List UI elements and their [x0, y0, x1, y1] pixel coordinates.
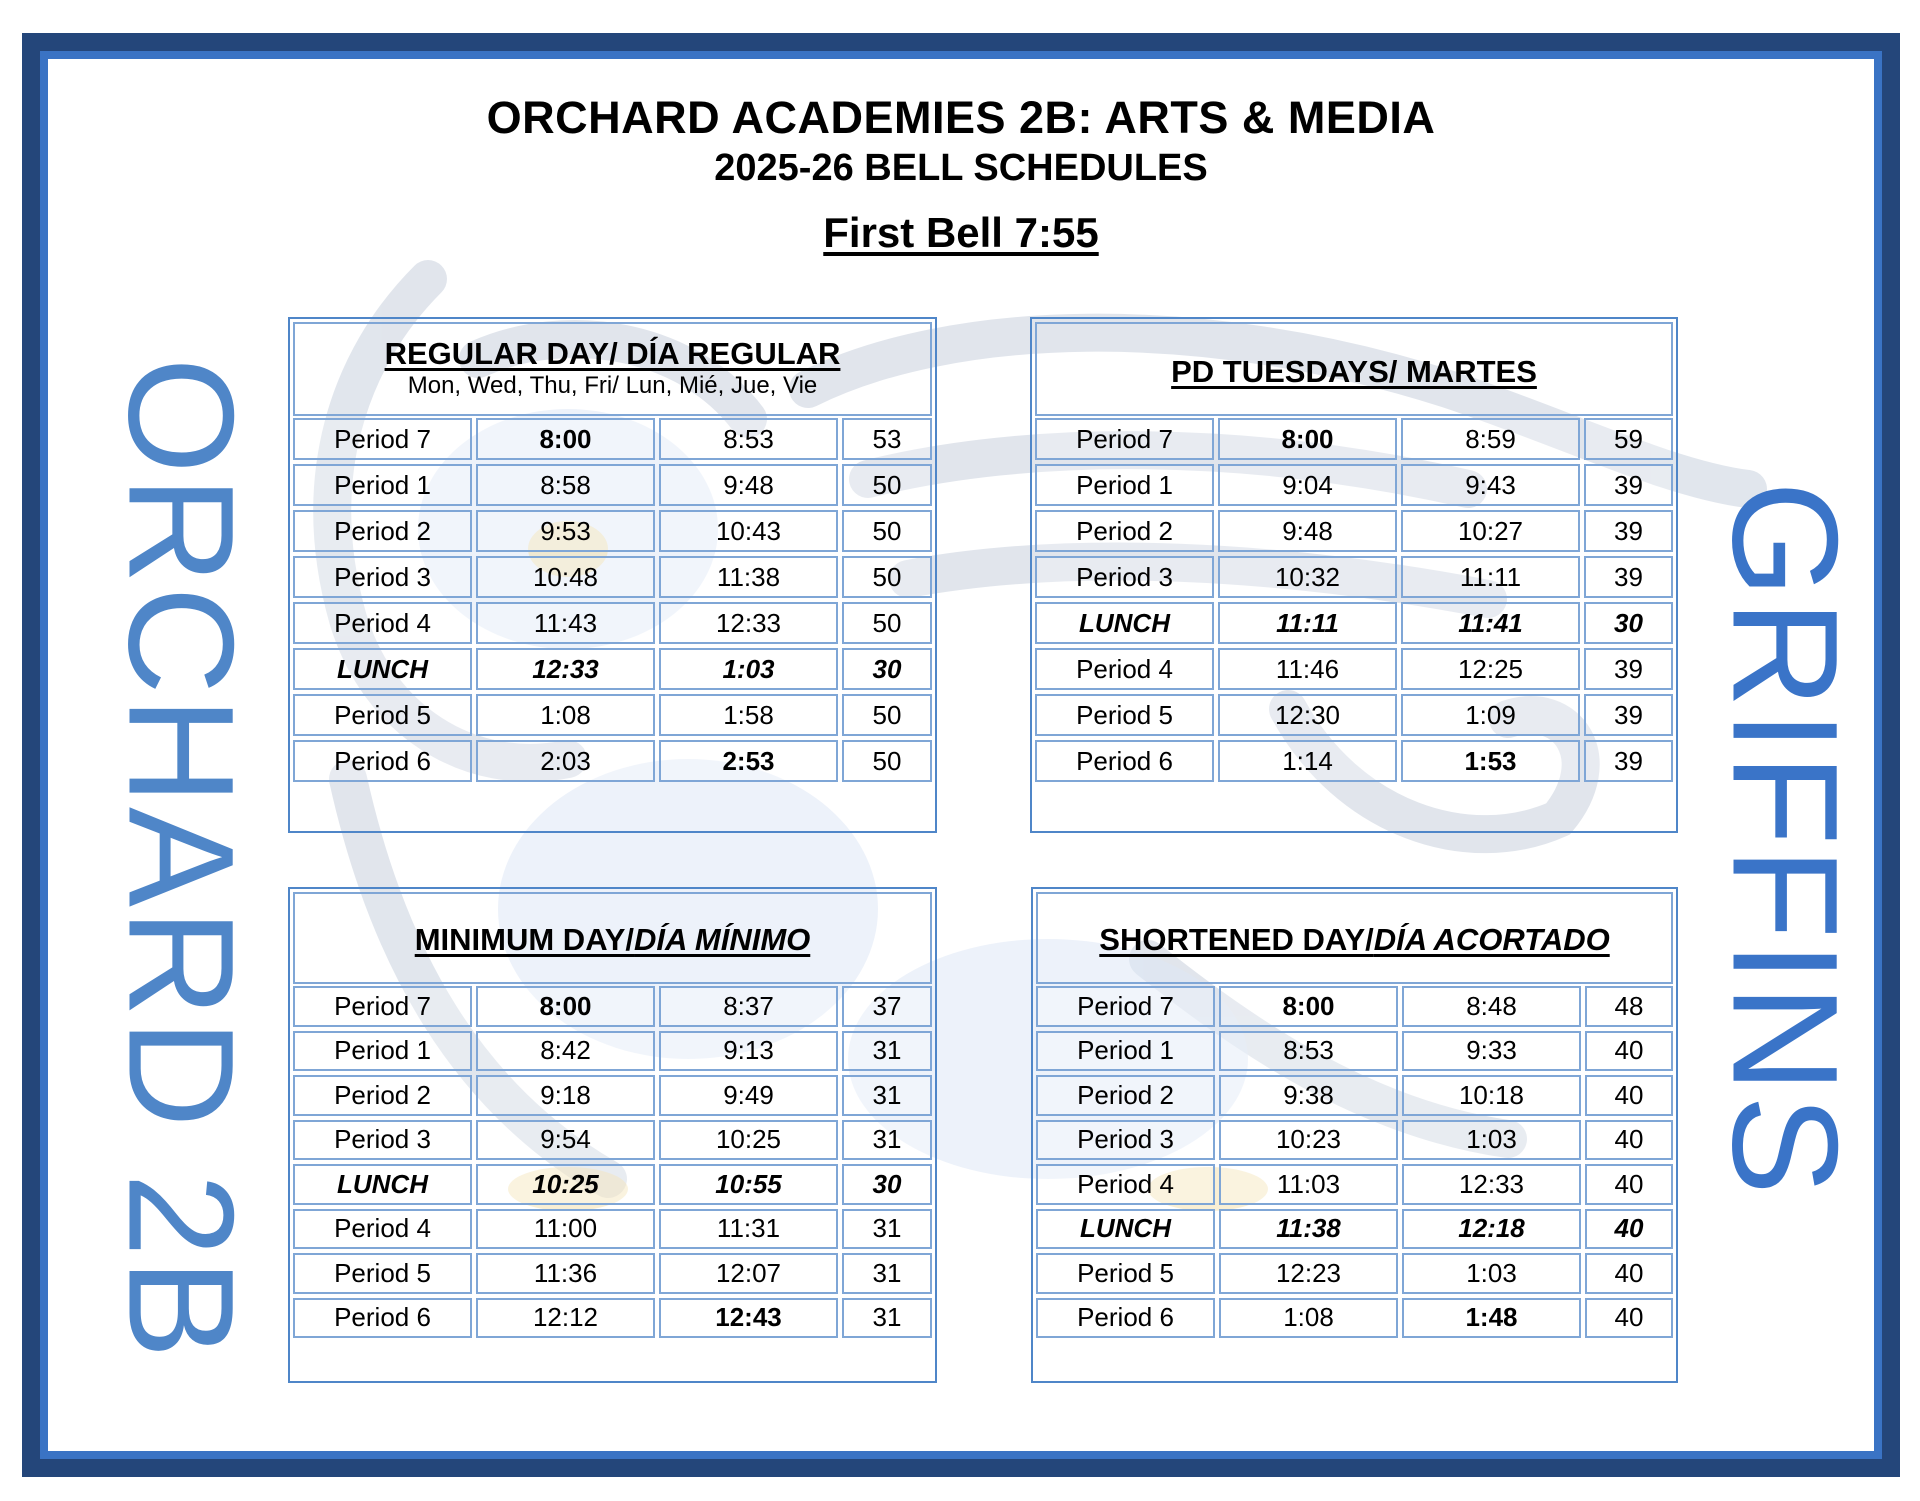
period-cell: Period 6 [293, 740, 472, 782]
minutes-cell: 50 [842, 694, 932, 736]
table-row [1035, 418, 1673, 460]
period-cell: Period 7 [1035, 418, 1214, 460]
minutes-cell: 40 [1585, 1209, 1673, 1250]
page-frame-inner [40, 51, 1882, 1459]
minutes-cell: 30 [842, 1164, 932, 1205]
table-row [293, 694, 932, 736]
start-time-cell: 8:53 [1219, 1031, 1398, 1072]
period-cell: Period 5 [293, 1253, 472, 1294]
end-time-cell: 1:53 [1401, 740, 1580, 782]
period-cell: Period 2 [1035, 510, 1214, 552]
table-row [293, 1209, 932, 1250]
end-time-cell: 10:43 [659, 510, 838, 552]
period-cell: LUNCH [293, 1164, 472, 1205]
start-time-cell: 8:00 [476, 986, 655, 1027]
start-time-cell: 9:38 [1219, 1075, 1398, 1116]
table-row [1036, 1075, 1673, 1116]
table-row [293, 1031, 932, 1072]
minutes-cell: 31 [842, 1120, 932, 1161]
schedule-title [295, 922, 930, 958]
end-time-cell: 12:33 [1402, 1164, 1581, 1205]
schedule-regular [288, 317, 937, 833]
end-time-cell: 9:48 [659, 464, 838, 506]
end-time-cell: 11:38 [659, 556, 838, 598]
minutes-cell: 40 [1585, 1164, 1673, 1205]
start-time-cell: 11:36 [476, 1253, 655, 1294]
start-time-cell: 12:12 [476, 1298, 655, 1339]
period-cell: Period 4 [293, 602, 472, 644]
end-time-cell: 1:09 [1401, 694, 1580, 736]
period-cell: LUNCH [293, 648, 472, 690]
table-row [1036, 1120, 1673, 1161]
start-time-cell: 11:46 [1218, 648, 1397, 690]
period-cell: Period 1 [293, 464, 472, 506]
end-time-cell: 2:53 [659, 740, 838, 782]
end-time-cell: 1:48 [1402, 1298, 1581, 1339]
period-cell: Period 7 [293, 418, 472, 460]
end-time-cell: 9:13 [659, 1031, 838, 1072]
table-row [293, 418, 932, 460]
end-time-cell: 11:31 [659, 1209, 838, 1250]
end-time-cell: 8:53 [659, 418, 838, 460]
start-time-cell: 11:03 [1219, 1164, 1398, 1205]
lunch-row [1036, 1209, 1673, 1250]
minutes-cell: 39 [1584, 694, 1673, 736]
minutes-cell: 50 [842, 602, 932, 644]
start-time-cell: 11:38 [1219, 1209, 1398, 1250]
start-time-cell: 1:14 [1218, 740, 1397, 782]
start-time-cell: 8:58 [476, 464, 655, 506]
lunch-row [1035, 602, 1673, 644]
minutes-cell: 39 [1584, 510, 1673, 552]
schedule-subtitle: Mon, Wed, Thu, Fri/ Lun, Mié, Jue, Vie [407, 372, 818, 399]
start-time-cell: 12:30 [1218, 694, 1397, 736]
minutes-cell: 59 [1584, 418, 1673, 460]
start-time-cell: 10:32 [1218, 556, 1397, 598]
table-row [293, 986, 932, 1027]
end-time-cell: 12:18 [1402, 1209, 1581, 1250]
table-row [1036, 1164, 1673, 1205]
schedule-header [293, 322, 932, 416]
first-bell [48, 209, 1874, 257]
period-cell: Period 3 [293, 1120, 472, 1161]
start-time-cell: 1:08 [476, 694, 655, 736]
first-bell-text: First Bell 7:55 [823, 209, 1099, 256]
end-time-cell: 9:33 [1402, 1031, 1581, 1072]
table-row [1036, 1031, 1673, 1072]
minutes-cell: 40 [1585, 1298, 1673, 1339]
start-time-cell: 9:48 [1218, 510, 1397, 552]
side-label-left-text: ORCHARD 2B [97, 357, 266, 1361]
minutes-cell: 40 [1585, 1253, 1673, 1294]
period-cell: Period 7 [1036, 986, 1215, 1027]
period-cell: Period 3 [1035, 556, 1214, 598]
period-cell: Period 7 [293, 986, 472, 1027]
minutes-cell: 30 [842, 648, 932, 690]
schedule-title-b: DÍA ACORTADO [1373, 922, 1610, 957]
start-time-cell: 10:25 [476, 1164, 655, 1205]
lunch-row [293, 648, 932, 690]
period-cell: Period 1 [1036, 1031, 1215, 1072]
table-row [293, 1075, 932, 1116]
end-time-cell: 12:07 [659, 1253, 838, 1294]
table-row [293, 602, 932, 644]
period-cell: Period 2 [1036, 1075, 1215, 1116]
minutes-cell: 30 [1584, 602, 1673, 644]
period-cell: LUNCH [1036, 1209, 1215, 1250]
period-cell: Period 3 [293, 556, 472, 598]
end-time-cell: 12:33 [659, 602, 838, 644]
end-time-cell: 12:43 [659, 1298, 838, 1339]
end-time-cell: 1:03 [659, 648, 838, 690]
period-cell: Period 2 [293, 510, 472, 552]
end-time-cell: 8:37 [659, 986, 838, 1027]
minutes-cell: 40 [1585, 1031, 1673, 1072]
minutes-cell: 39 [1584, 464, 1673, 506]
schedule-header [1036, 892, 1673, 984]
start-time-cell: 8:00 [1218, 418, 1397, 460]
table-row [293, 510, 932, 552]
page-content [48, 59, 1874, 1451]
minutes-cell: 39 [1584, 556, 1673, 598]
period-cell: Period 1 [1035, 464, 1214, 506]
minutes-cell: 39 [1584, 648, 1673, 690]
minutes-cell: 31 [842, 1253, 932, 1294]
end-time-cell: 1:03 [1402, 1253, 1581, 1294]
minutes-cell: 31 [842, 1075, 932, 1116]
table-row [1035, 740, 1673, 782]
minutes-cell: 31 [842, 1209, 932, 1250]
period-cell: Period 4 [1036, 1164, 1215, 1205]
start-time-cell: 11:00 [476, 1209, 655, 1250]
start-time-cell: 9:53 [476, 510, 655, 552]
end-time-cell: 1:03 [1402, 1120, 1581, 1161]
start-time-cell: 8:00 [1219, 986, 1398, 1027]
schedule-minimum [288, 887, 937, 1383]
end-time-cell: 12:25 [1401, 648, 1580, 690]
schedule-header [293, 892, 932, 984]
end-time-cell: 9:49 [659, 1075, 838, 1116]
period-cell: Period 1 [293, 1031, 472, 1072]
end-time-cell: 1:58 [659, 694, 838, 736]
minutes-cell: 53 [842, 418, 932, 460]
period-cell: LUNCH [1035, 602, 1214, 644]
schedule-title [1038, 922, 1671, 958]
schedule-title-a: SHORTENED DAY/ [1099, 922, 1374, 957]
schedule-pd-tuesday [1030, 317, 1678, 833]
start-time-cell: 9:54 [476, 1120, 655, 1161]
period-cell: Period 6 [1035, 740, 1214, 782]
table-row [1035, 464, 1673, 506]
schedule-shortened [1031, 887, 1678, 1383]
table-row [1036, 1298, 1673, 1339]
table-row [293, 556, 932, 598]
table-row [293, 740, 932, 782]
period-cell: Period 5 [1035, 694, 1214, 736]
start-time-cell: 11:11 [1218, 602, 1397, 644]
schedule-title-b: DÍA MÍNIMO [634, 922, 811, 957]
page-subtitle: 2025-26 BELL SCHEDULES [714, 147, 1208, 189]
end-time-cell: 10:25 [659, 1120, 838, 1161]
end-time-cell: 11:41 [1401, 602, 1580, 644]
page-title: ORCHARD ACADEMIES 2B: ARTS & MEDIA [486, 92, 1436, 143]
minutes-cell: 40 [1585, 1075, 1673, 1116]
minutes-cell: 31 [842, 1031, 932, 1072]
end-time-cell: 9:43 [1401, 464, 1580, 506]
end-time-cell: 10:27 [1401, 510, 1580, 552]
end-time-cell: 8:48 [1402, 986, 1581, 1027]
schedule-title: REGULAR DAY/ DÍA REGULAR [384, 336, 841, 371]
schedule-title-a: MINIMUM DAY/ [414, 922, 635, 957]
schedule-title: PD TUESDAYS/ MARTES [1171, 354, 1537, 389]
period-cell: Period 5 [1036, 1253, 1215, 1294]
minutes-cell: 39 [1584, 740, 1673, 782]
lunch-row [293, 1164, 932, 1205]
start-time-cell: 10:48 [476, 556, 655, 598]
minutes-cell: 40 [1585, 1120, 1673, 1161]
minutes-cell: 50 [842, 510, 932, 552]
period-cell: Period 4 [293, 1209, 472, 1250]
period-cell: Period 3 [1036, 1120, 1215, 1161]
table-row [293, 1253, 932, 1294]
table-row [1035, 694, 1673, 736]
start-time-cell: 10:23 [1219, 1120, 1398, 1161]
table-row [1035, 556, 1673, 598]
start-time-cell: 1:08 [1219, 1298, 1398, 1339]
minutes-cell: 37 [842, 986, 932, 1027]
start-time-cell: 11:43 [476, 602, 655, 644]
start-time-cell: 2:03 [476, 740, 655, 782]
minutes-cell: 50 [842, 464, 932, 506]
start-time-cell: 8:00 [476, 418, 655, 460]
start-time-cell: 8:42 [476, 1031, 655, 1072]
table-row [293, 1298, 932, 1339]
period-cell: Period 4 [1035, 648, 1214, 690]
table-row [1036, 986, 1673, 1027]
end-time-cell: 11:11 [1401, 556, 1580, 598]
table-row [293, 464, 932, 506]
start-time-cell: 9:04 [1218, 464, 1397, 506]
side-label-right [1701, 479, 1870, 1199]
start-time-cell: 12:33 [476, 648, 655, 690]
schedule-header [1035, 322, 1673, 416]
side-label-left [97, 357, 266, 1361]
table-row [1036, 1253, 1673, 1294]
period-cell: Period 6 [1036, 1298, 1215, 1339]
page-frame [22, 33, 1900, 1477]
period-cell: Period 5 [293, 694, 472, 736]
period-cell: Period 6 [293, 1298, 472, 1339]
period-cell: Period 2 [293, 1075, 472, 1116]
minutes-cell: 48 [1585, 986, 1673, 1027]
end-time-cell: 8:59 [1401, 418, 1580, 460]
minutes-cell: 31 [842, 1298, 932, 1339]
table-row [1035, 648, 1673, 690]
end-time-cell: 10:18 [1402, 1075, 1581, 1116]
end-time-cell: 10:55 [659, 1164, 838, 1205]
start-time-cell: 12:23 [1219, 1253, 1398, 1294]
start-time-cell: 9:18 [476, 1075, 655, 1116]
minutes-cell: 50 [842, 556, 932, 598]
table-row [293, 1120, 932, 1161]
table-row [1035, 510, 1673, 552]
minutes-cell: 50 [842, 740, 932, 782]
side-label-right-text: GRIFFINS [1701, 481, 1870, 1197]
